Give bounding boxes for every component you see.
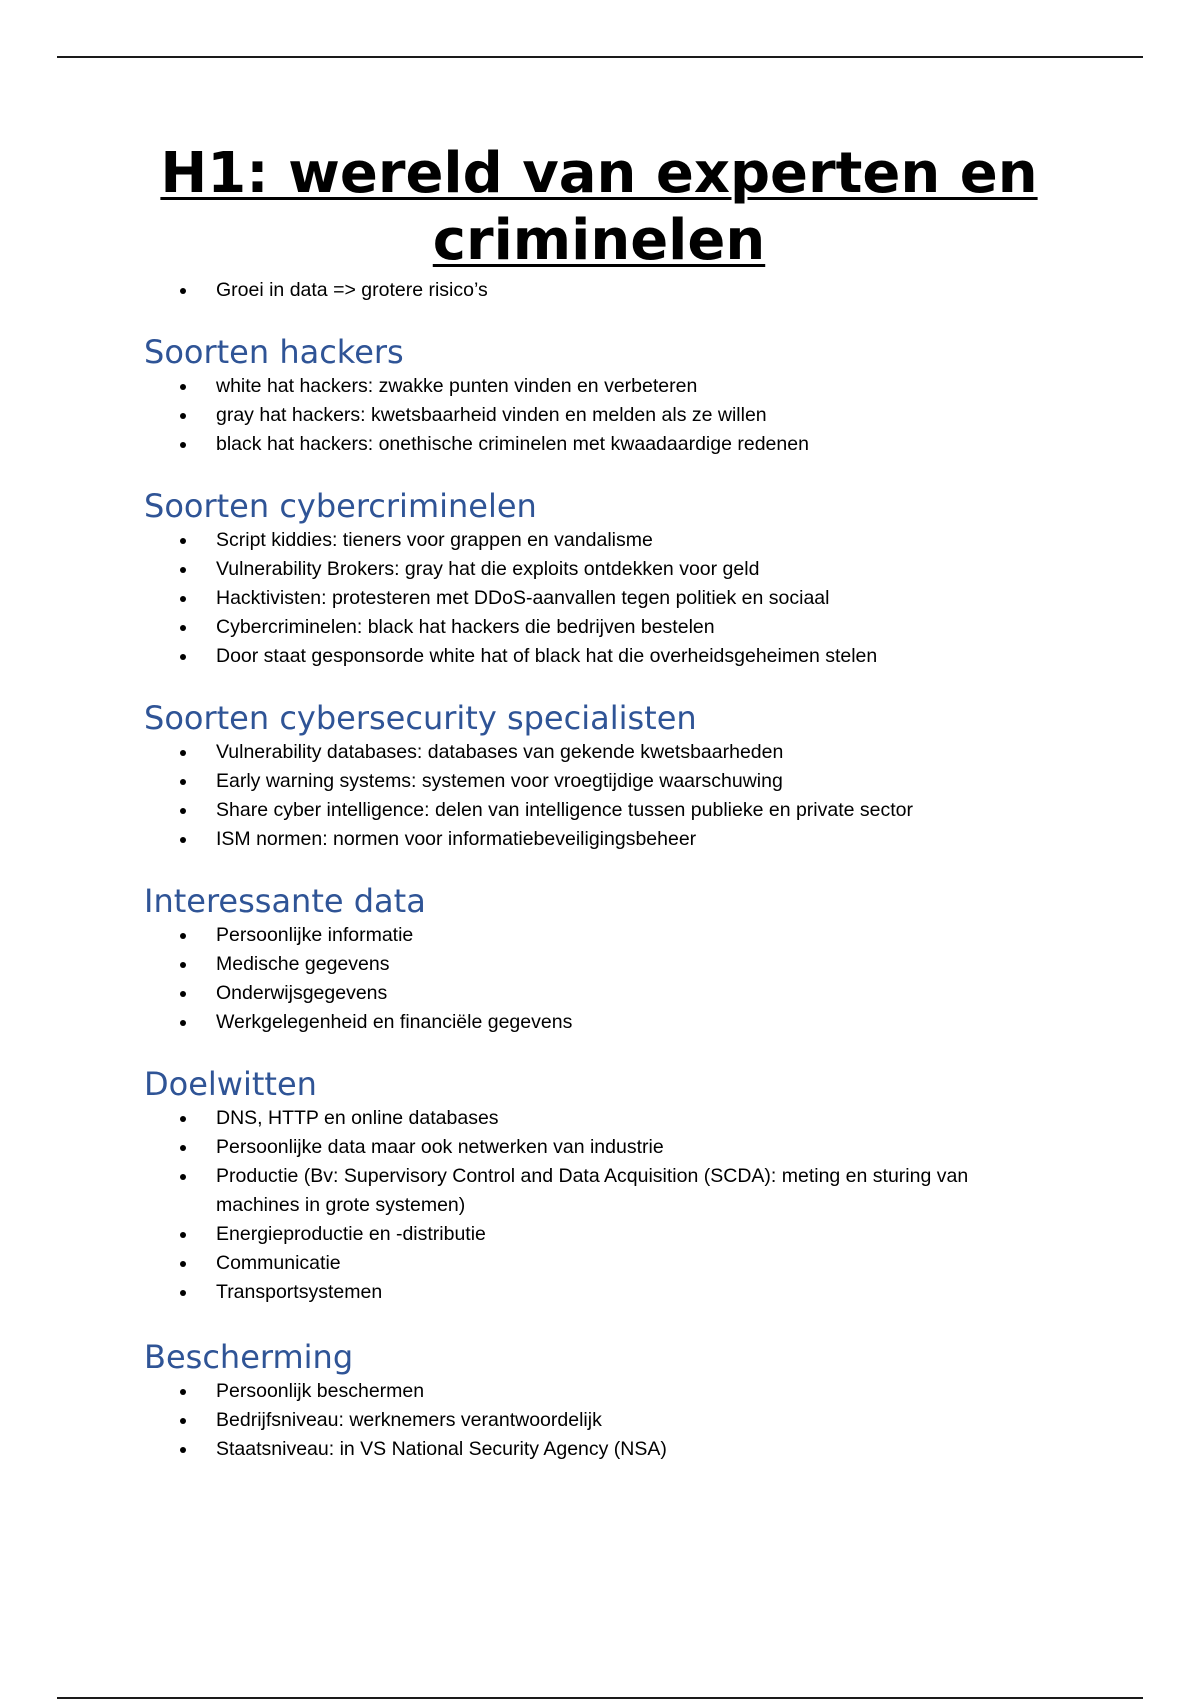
bullet-icon	[180, 567, 186, 573]
list-item-text: Energieproductie en -distributie	[216, 1223, 486, 1245]
bullet-icon	[180, 596, 186, 602]
bullet-icon	[180, 1290, 186, 1296]
bullet-icon	[180, 837, 186, 843]
bullet-icon	[180, 1389, 186, 1395]
list-item-text: Productie (Bv: Supervisory Control and Data Acquisition (SCDA): meting en sturing van machines in grote systemen)	[216, 1165, 969, 1216]
list-item	[144, 584, 1054, 613]
bullet-icon	[180, 808, 186, 814]
bullet-icon	[180, 1020, 186, 1026]
list-item-text: Transportsystemen	[216, 1281, 383, 1303]
bullet-list	[144, 526, 1054, 671]
list-item	[144, 1220, 1054, 1249]
section-soorten-cybersecurity-specialisten	[144, 698, 1054, 854]
bullet-list	[144, 921, 1054, 1037]
section-soorten-cybercriminelen	[144, 486, 1054, 671]
list-item-text: ISM normen: normen voor informatiebeveiligingsbeheer	[216, 828, 697, 850]
list-item-text: Medische gegevens	[216, 953, 390, 975]
bullet-icon	[180, 538, 186, 544]
bullet-icon	[180, 933, 186, 939]
document-title: H1: wereld van experten en criminelen	[160, 141, 1038, 273]
list-item-text: Early warning systems: systemen voor vroegtijdige waarschuwing	[216, 770, 783, 792]
list-item	[144, 767, 1054, 796]
list-item	[144, 1104, 1054, 1133]
section-heading: Soorten cybersecurity specialisten	[144, 699, 697, 737]
bullet-icon	[180, 1116, 186, 1122]
list-item	[144, 526, 1054, 555]
list-item-text: white hat hackers: zwakke punten vinden en verbeteren	[216, 375, 698, 397]
section-heading: Bescherming	[144, 1338, 354, 1376]
list-item	[144, 796, 1054, 825]
list-item-text: DNS, HTTP en online databases	[216, 1107, 499, 1129]
list-item	[144, 950, 1054, 979]
list-item-text: Cybercriminelen: black hat hackers die bedrijven bestelen	[216, 616, 715, 638]
list-item-text: Staatsniveau: in VS National Security Agency (NSA)	[216, 1438, 667, 1460]
list-item	[144, 1133, 1054, 1162]
bullet-icon	[180, 1174, 186, 1180]
section-heading: Doelwitten	[144, 1065, 317, 1103]
list-item	[144, 1406, 1054, 1435]
list-item-text: black hat hackers: onethische criminelen met kwaadaardige redenen	[216, 433, 809, 455]
section-heading: Interessante data	[144, 882, 426, 920]
list-item-text: Persoonlijke informatie	[216, 924, 414, 946]
page-top-rule	[57, 56, 1143, 58]
bullet-icon	[180, 750, 186, 756]
bullet-icon	[180, 442, 186, 448]
list-item	[144, 1435, 1054, 1464]
list-item	[144, 921, 1054, 950]
list-item	[144, 401, 1054, 430]
list-item	[144, 613, 1054, 642]
bullet-icon	[180, 1418, 186, 1424]
list-item-text: Groei in data => grotere risico’s	[216, 279, 488, 301]
list-item-text: Onderwijsgegevens	[216, 982, 388, 1004]
bullet-icon	[180, 991, 186, 997]
list-item	[144, 1377, 1054, 1406]
list-item	[144, 738, 1054, 767]
list-item	[144, 1278, 1054, 1307]
list-item	[144, 1249, 1054, 1278]
bullet-icon	[180, 1261, 186, 1267]
section-bescherming	[144, 1337, 1054, 1464]
document-body	[144, 140, 1054, 1464]
list-item-text: Werkgelegenheid en financiële gegevens	[216, 1011, 573, 1033]
list-item	[144, 1008, 1054, 1037]
bullet-icon	[180, 1145, 186, 1151]
bullet-list	[144, 1104, 1054, 1307]
list-item	[144, 555, 1054, 584]
list-item-text: Persoonlijk beschermen	[216, 1380, 425, 1402]
list-item-text: Vulnerability databases: databases van gekende kwetsbaarheden	[216, 741, 784, 763]
bullet-list	[144, 738, 1054, 854]
list-item-text: Persoonlijke data maar ook netwerken van industrie	[216, 1136, 664, 1158]
bullet-icon	[180, 288, 186, 294]
section-heading: Soorten hackers	[144, 333, 404, 371]
list-item	[144, 642, 1054, 671]
list-item	[144, 825, 1054, 854]
bullet-list	[144, 372, 1054, 459]
list-item	[144, 979, 1054, 1008]
list-item-text: Share cyber intelligence: delen van intelligence tussen publieke en private sector	[216, 799, 914, 821]
list-item-text: Vulnerability Brokers: gray hat die exploits ontdekken voor geld	[216, 558, 760, 580]
section-doelwitten	[144, 1064, 1054, 1307]
bullet-icon	[180, 1447, 186, 1453]
bullet-icon	[180, 654, 186, 660]
list-item-text: Script kiddies: tieners voor grappen en vandalisme	[216, 529, 653, 551]
list-item	[144, 372, 1054, 401]
section-soorten-hackers	[144, 332, 1054, 459]
list-item-text: Communicatie	[216, 1252, 341, 1274]
section-interessante-data	[144, 881, 1054, 1037]
list-item	[144, 430, 1054, 459]
bullet-icon	[180, 625, 186, 631]
list-item-text: Bedrijfsniveau: werknemers verantwoordelijk	[216, 1409, 602, 1431]
bullet-icon	[180, 384, 186, 390]
intro-list	[144, 276, 1054, 305]
list-item-text: Door staat gesponsorde white hat of black hat die overheidsgeheimen stelen	[216, 645, 878, 667]
list-item	[144, 1162, 1054, 1220]
bullet-icon	[180, 1232, 186, 1238]
list-item	[144, 276, 1054, 305]
list-item-text: Hacktivisten: protesteren met DDoS-aanvallen tegen politiek en sociaal	[216, 587, 830, 609]
bullet-icon	[180, 779, 186, 785]
bullet-icon	[180, 413, 186, 419]
list-item-text: gray hat hackers: kwetsbaarheid vinden en melden als ze willen	[216, 404, 767, 426]
page-bottom-rule	[57, 1697, 1143, 1699]
bullet-list	[144, 1377, 1054, 1464]
section-heading: Soorten cybercriminelen	[144, 487, 537, 525]
bullet-icon	[180, 962, 186, 968]
